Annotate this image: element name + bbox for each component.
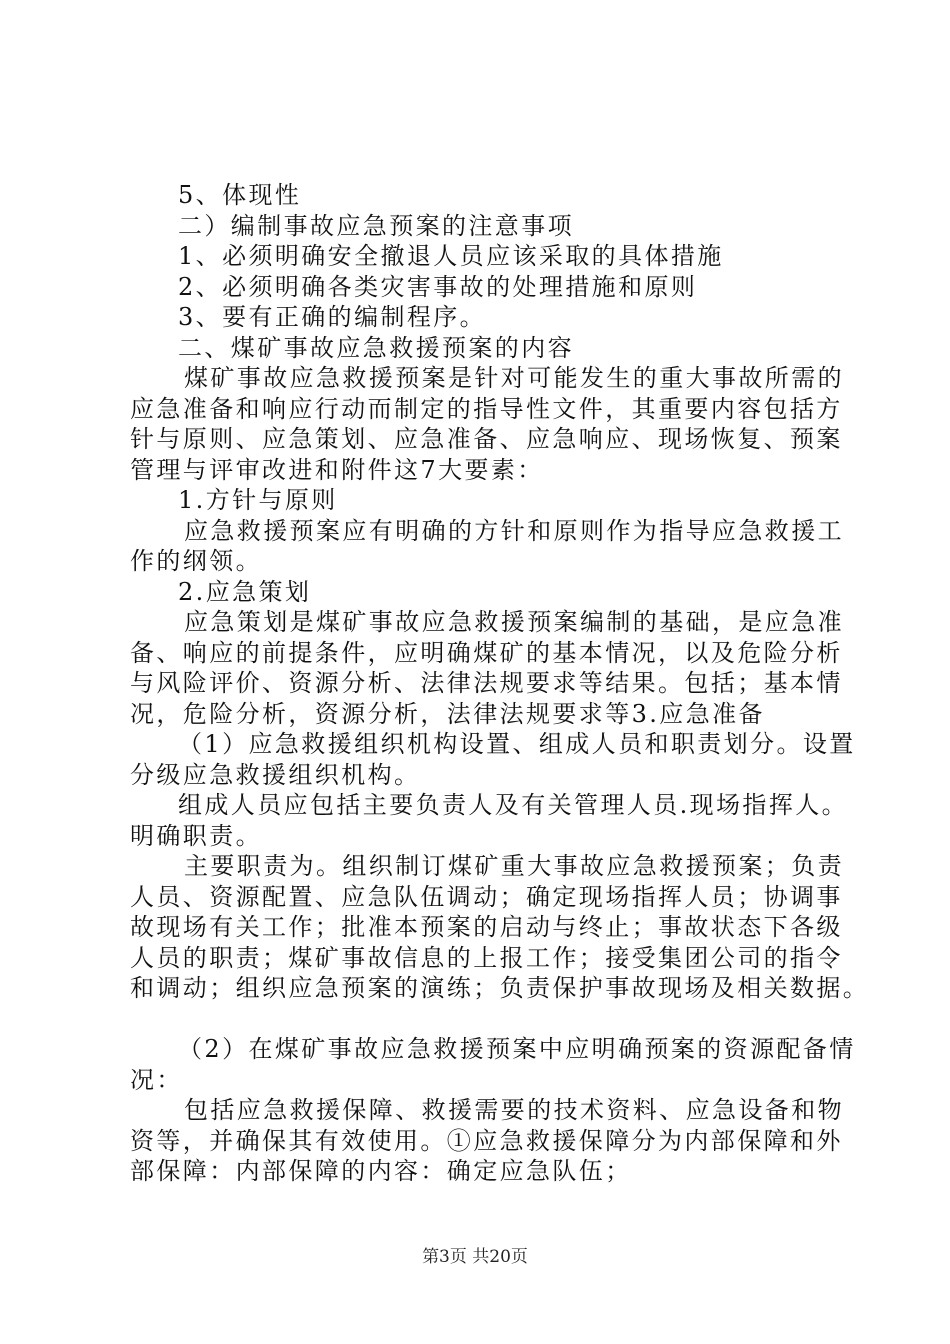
text-line: 备、响应的前提条件，应明确煤矿的基本情况，以及危险分析 [130, 638, 843, 667]
text-line: 应急准备和响应行动而制定的指导性文件，其重要内容包括方 [130, 394, 843, 423]
text-line: 人员、资源配置、应急队伍调动；确定现场指挥人员；协调事 [130, 882, 843, 911]
text-line: （1）应急救援组织机构设置、组成人员和职责划分。设置 [178, 730, 856, 758]
text-line: 二）编制事故应急预案的注意事项 [178, 211, 574, 240]
page-number-label: 第3页 共20页 [422, 1247, 528, 1267]
text-line: 部保障：内部保障的内容：确定应急队伍； [130, 1157, 632, 1185]
page-footer [0, 1242, 950, 1267]
text-line: 资等，并确保其有效使用。①应急救援保障分为内部保障和外 [130, 1126, 843, 1155]
subsection-heading: 2.应急策划 [178, 577, 312, 606]
section-heading: 二、煤矿事故应急救援预案的内容 [178, 333, 574, 362]
text-line: 明确职责。 [130, 821, 262, 850]
text-line: 分级应急救援组织机构。 [130, 760, 421, 789]
text-line: 应急策划是煤矿事故应急救援预案编制的基础，是应急准 [184, 608, 844, 636]
text-line: 况： [130, 1065, 183, 1094]
text-line: 煤矿事故应急救援预案是针对可能发生的重大事故所需的 [184, 364, 844, 392]
text-line: 1、必须明确安全撤退人员应该采取的具体措施 [178, 242, 724, 270]
text-line: （2）在煤矿事故应急救援预案中应明确预案的资源配备情 [178, 1035, 856, 1063]
text-line: 故现场有关工作；批准本预案的启动与终止；事故状态下各级 [130, 913, 843, 941]
text-line: 作的纲领。 [130, 547, 262, 575]
text-line: 应急救援预案应有明确的方针和原则作为指导应急救援工 [184, 516, 844, 545]
text-line: 与风险评价、资源分析、法律法规要求等结果。包括；基本情 [130, 669, 843, 697]
text-line: 况，危险分析，资源分析，法律法规要求等3.应急准备 [130, 699, 765, 728]
text-line: 3、要有正确的编制程序。 [178, 303, 487, 331]
text-line: 主要职责为。组织制订煤矿重大事故应急救援预案；负责 [184, 852, 844, 880]
text-line: 2、必须明确各类灾害事故的处理措施和原则 [178, 272, 698, 301]
text-line: 5、体现性 [178, 181, 302, 209]
document-body [130, 180, 870, 1187]
text-line: 人员的职责；煤矿事故信息的上报工作；接受集团公司的指令 [130, 943, 843, 972]
text-line: 管理与评审改进和附件这7大要素： [130, 455, 544, 484]
text-line: 和调动；组织应急预案的演练；负责保护事故现场及相关数据。 [130, 974, 870, 1002]
text-line: 包括应急救援保障、救援需要的技术资料、应急设备和物 [184, 1096, 844, 1124]
subsection-heading: 1.方针与原则 [178, 486, 338, 514]
text-line: 针与原则、应急策划、应急准备、应急响应、现场恢复、预案 [130, 425, 843, 453]
text-line: 组成人员应包括主要负责人及有关管理人员.现场指挥人。 [178, 791, 849, 819]
paragraph-gap [130, 1004, 850, 1035]
